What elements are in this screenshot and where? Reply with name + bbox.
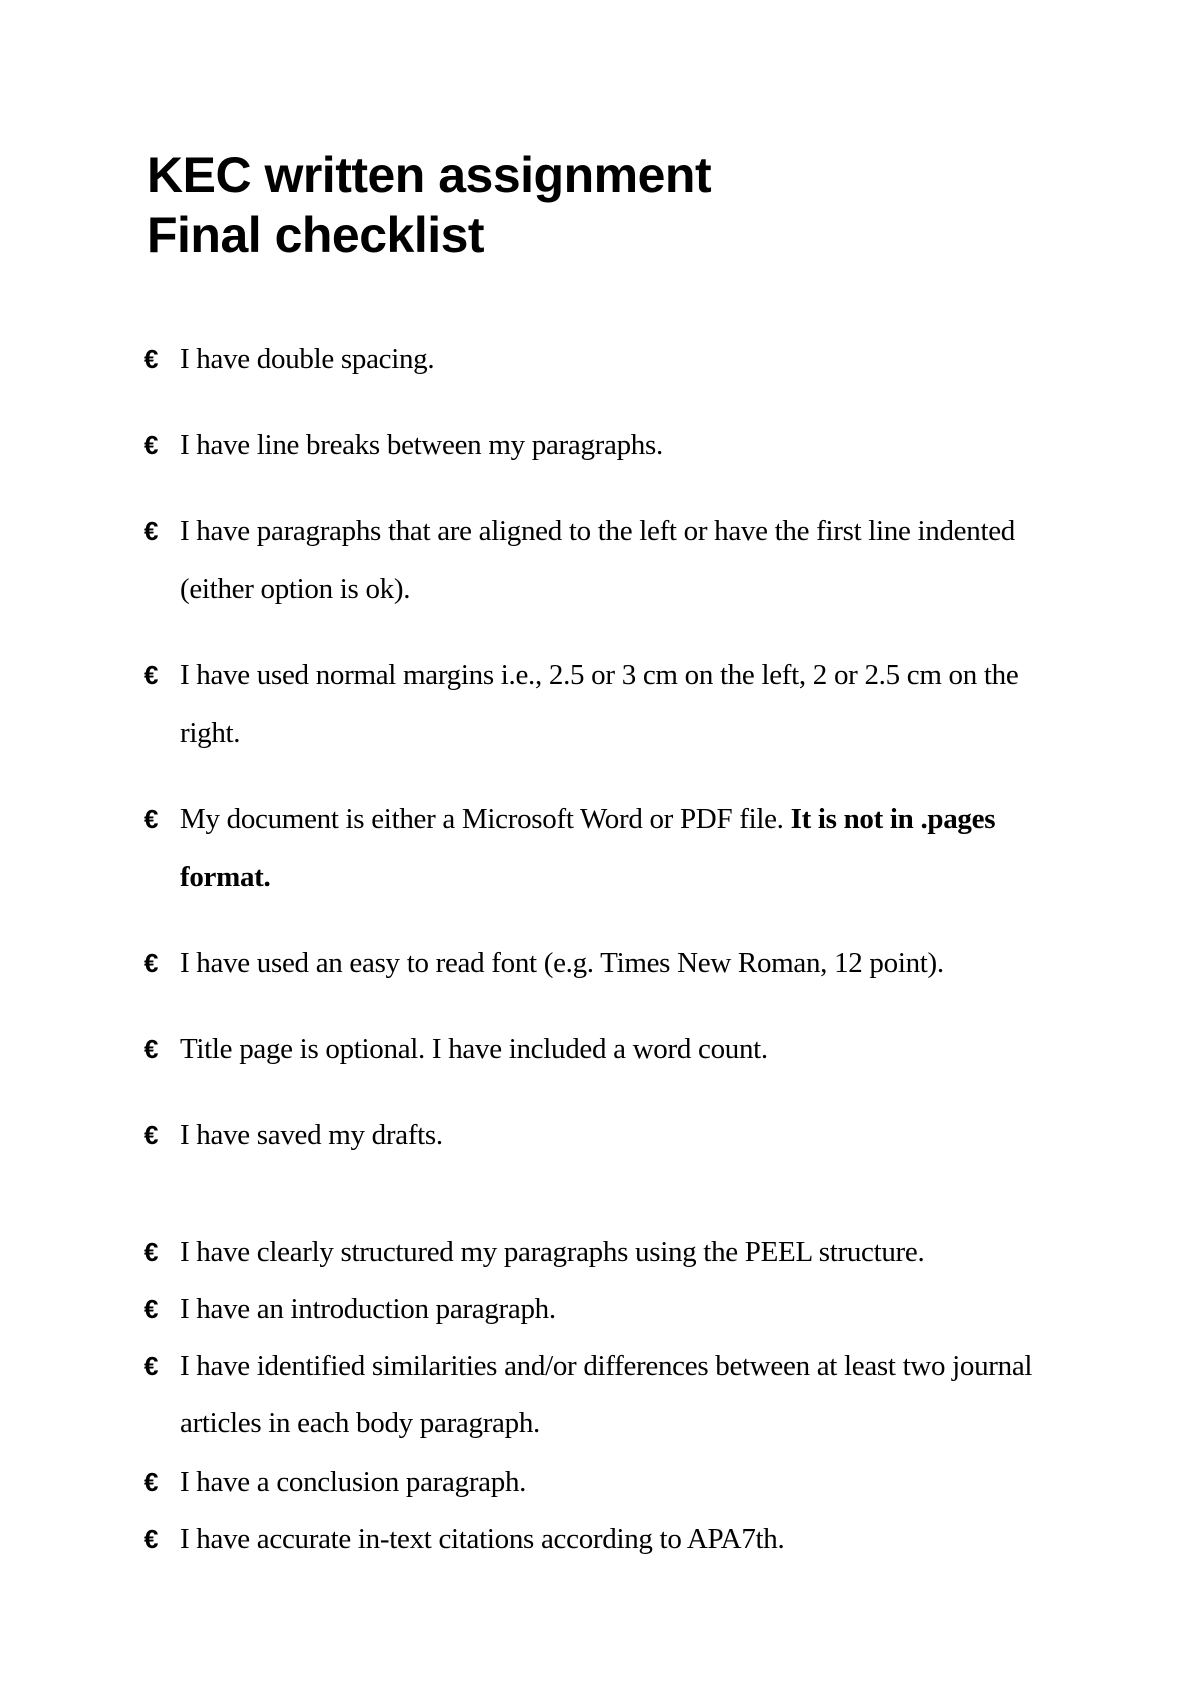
checklist-item [144,416,1084,474]
checklist-item [144,330,1084,388]
checkbox-bullet-icon: € [144,344,159,374]
checkbox-bullet-icon: € [144,1120,159,1150]
checklist-item-text: I have double spacing. [180,343,435,375]
checklist-item-text: I have a conclusion paragraph. [180,1466,527,1498]
checklist-item-bold-text: It is not in .pages format. [180,803,996,893]
checklist-item [144,646,1084,762]
checkbox-bullet-icon: € [144,804,159,834]
checklist-item [144,1281,1084,1338]
checklist-item [144,790,1084,906]
page-title [147,145,711,265]
title-line-1: KEC written assignment [147,147,712,203]
checklist-item-text: I have saved my drafts. [180,1119,443,1151]
checkbox-bullet-icon: € [144,1294,159,1324]
checklist-item [144,1338,1084,1452]
checkbox-bullet-icon: € [144,1467,159,1497]
checkbox-bullet-icon: € [144,1237,159,1267]
checklist-item [144,1454,1084,1511]
title-line-2: Final checklist [147,207,485,263]
checklist-item-text: I have line breaks between my paragraphs. [180,429,663,461]
checklist-item-text: I have an introduction paragraph. [180,1293,556,1325]
checklist-item-text [180,790,1084,906]
checklist-item-text: I have clearly structured my paragraphs using the PEEL structure. [180,1236,925,1268]
checkbox-bullet-icon: € [144,1524,159,1554]
checklist-item-regular-text: My document is either a Microsoft Word or PDF file. [180,803,784,835]
checkbox-bullet-icon: € [144,1351,159,1381]
checklist-item-text: I have used an easy to read font (e.g. Times New Roman, 12 point). [180,947,944,979]
checklist-item [144,502,1084,618]
checkbox-bullet-icon: € [144,948,159,978]
checklist-item [144,1224,1084,1281]
checklist-item [144,1106,1084,1164]
checklist-item-text: I have paragraphs that are aligned to the left or have the first line indented (either option is ok). [180,515,1015,605]
checklist-item-text: I have used normal margins i.e., 2.5 or 3 cm on the left, 2 or 2.5 cm on the right. [180,659,1019,749]
checklist-item-text: I have identified similarities and/or differences between at least two journal articles in each body paragraph. [180,1350,1033,1439]
checklist-item-text: Title page is optional. I have included a word count. [180,1033,768,1065]
checklist-item [144,1511,1084,1568]
checkbox-bullet-icon: € [144,516,159,546]
checkbox-bullet-icon: € [144,660,159,690]
checklist-item [144,934,1084,992]
checkbox-bullet-icon: € [144,430,159,460]
checklist-item-text: I have accurate in-text citations according to APA7th. [180,1523,785,1555]
checkbox-bullet-icon: € [144,1034,159,1064]
checklist-item [144,1020,1084,1078]
